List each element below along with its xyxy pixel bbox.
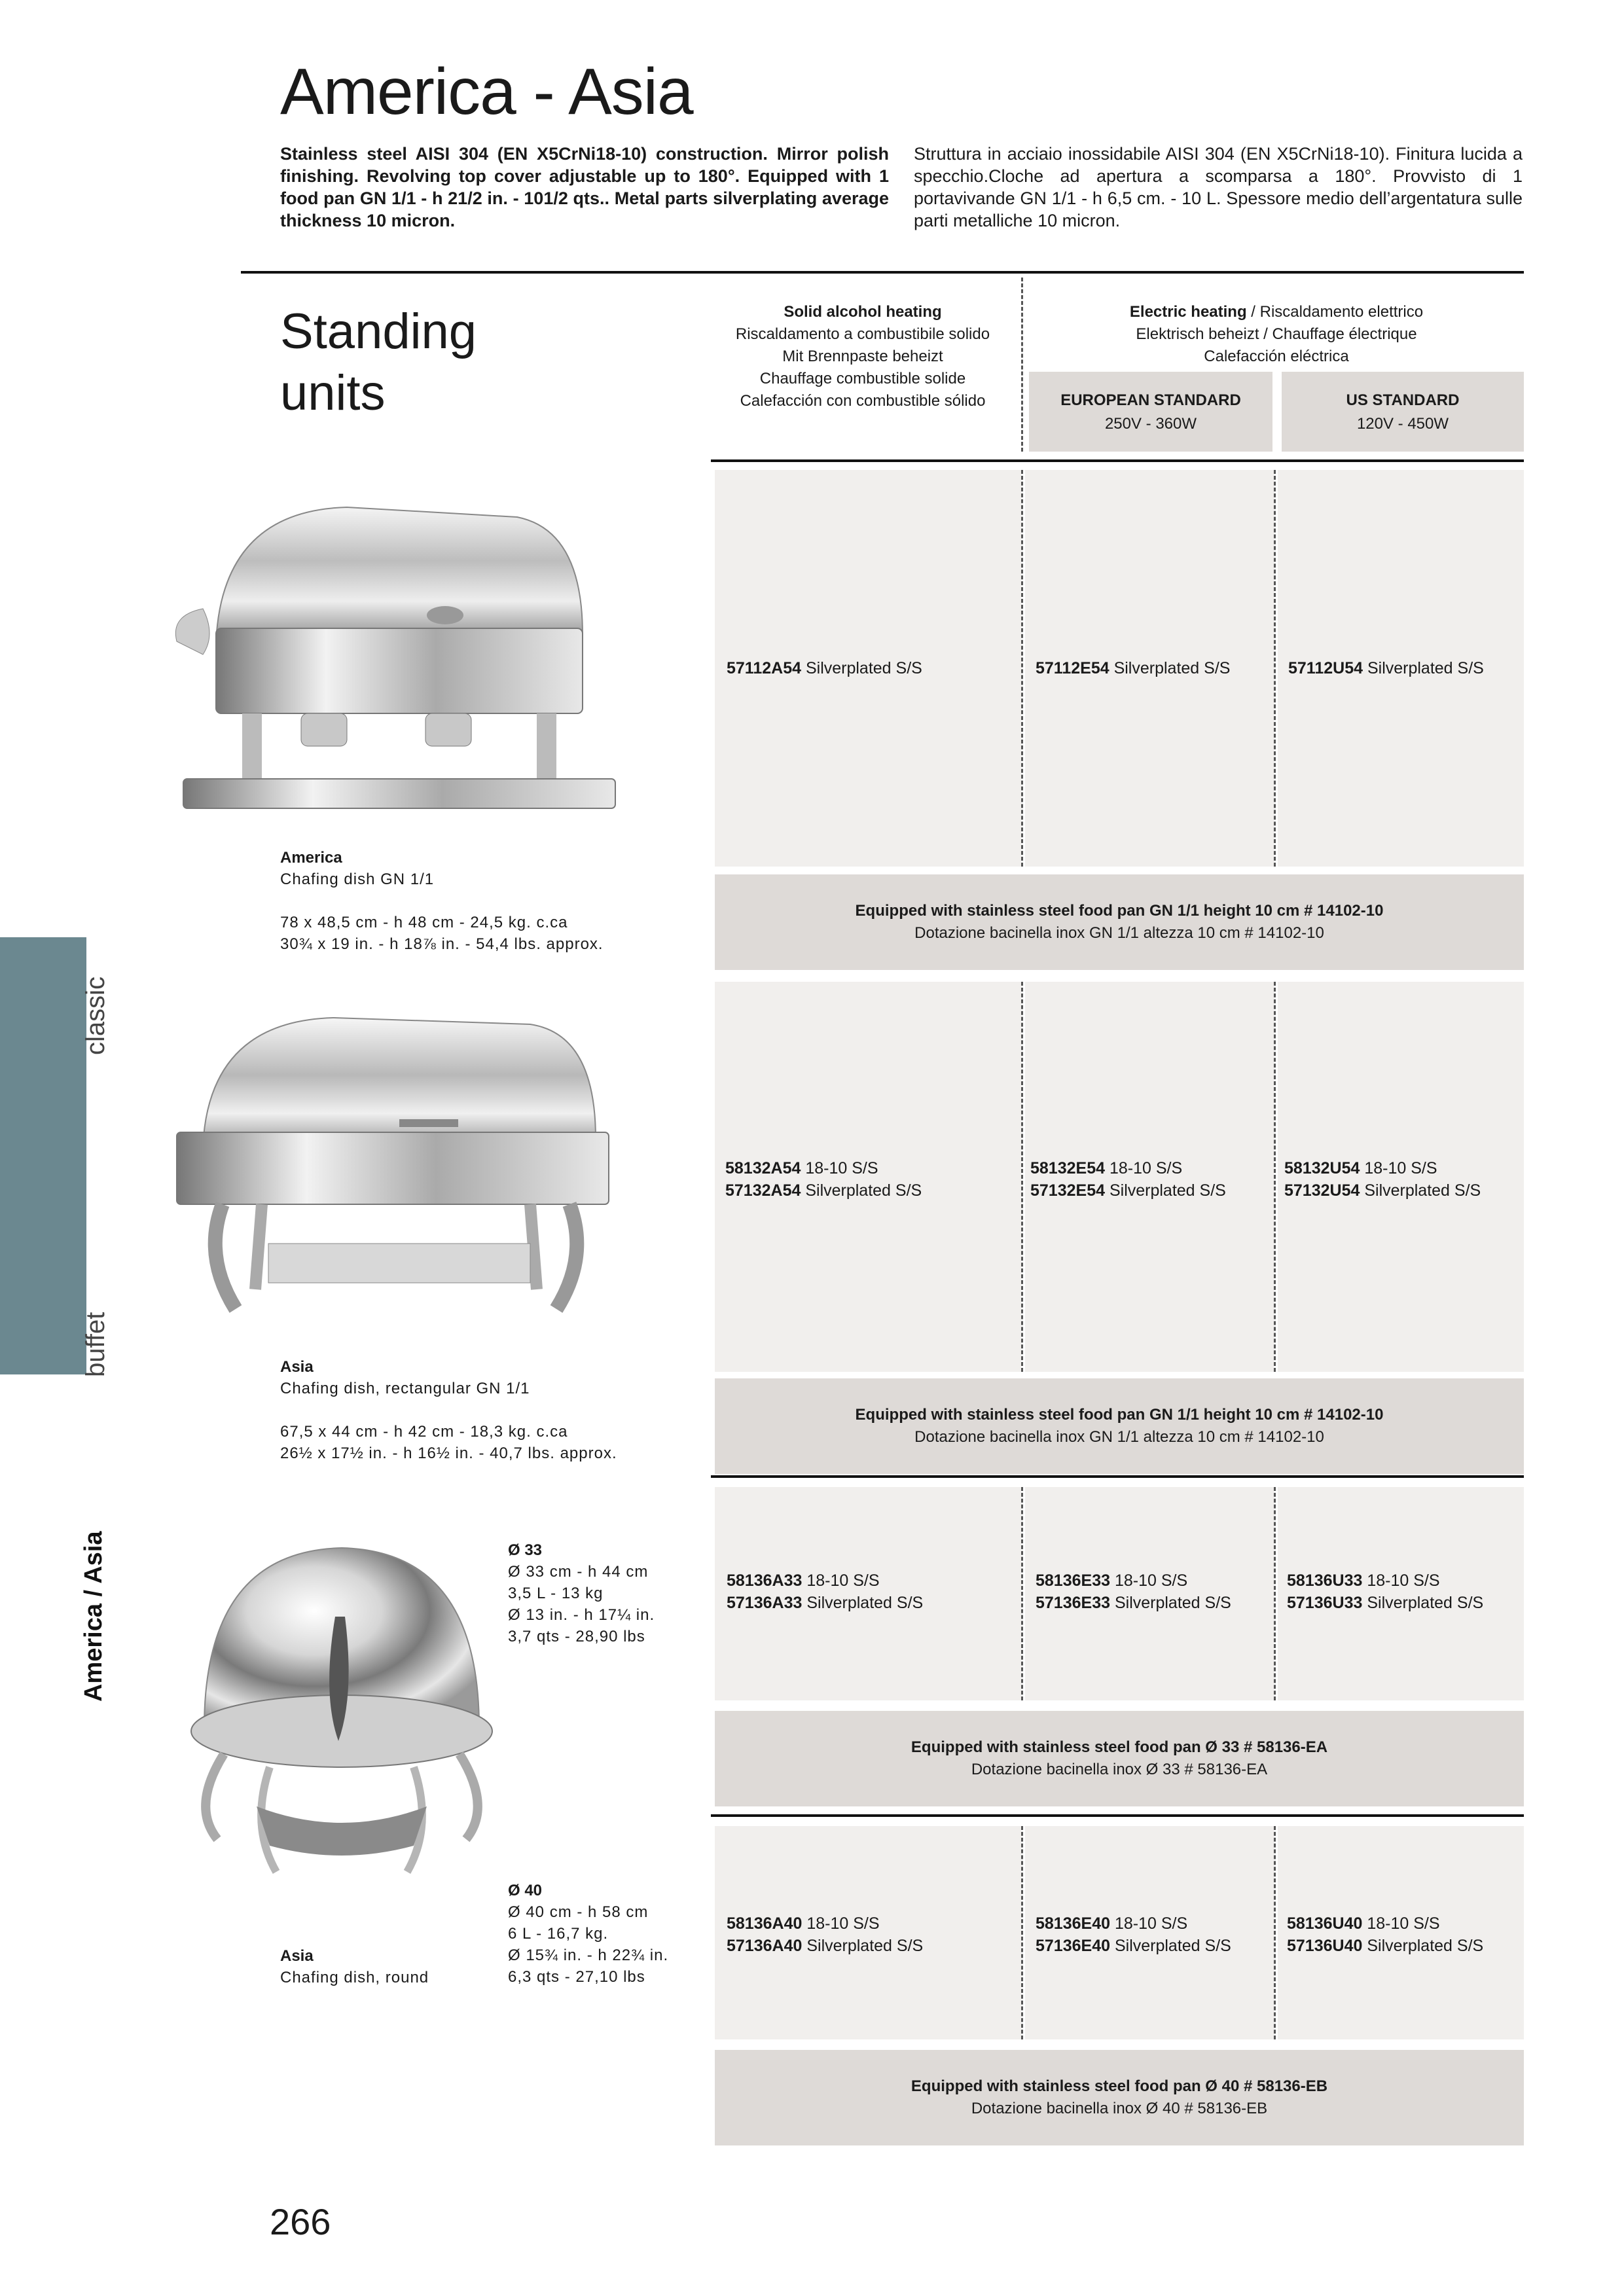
code-finish: Silverplated S/S — [801, 1181, 922, 1200]
sidebar-label-classic: classic — [81, 976, 110, 1055]
code-finish: Silverplated S/S — [802, 1594, 924, 1612]
product-description: Chafing dish, round — [280, 1969, 429, 1986]
code-finish: Silverplated S/S — [1110, 1937, 1231, 1955]
code-line — [1036, 1592, 1231, 1614]
us-standard-box — [1282, 372, 1524, 452]
section-title — [280, 301, 477, 424]
product-name: Asia — [280, 1947, 314, 1965]
code-number: 57136U40 — [1287, 1937, 1363, 1955]
code-number: 58136E33 — [1036, 1571, 1111, 1590]
electric-heating-line: Calefacción eléctrica — [1204, 348, 1349, 365]
note-italian: Dotazione bacinella inox Ø 33 # 58136-EA — [971, 1761, 1268, 1778]
solid-heating-line: Riscaldamento a combustibile solido — [735, 325, 990, 343]
code-line — [727, 1570, 923, 1592]
code-finish: 18-10 S/S — [1360, 1159, 1437, 1177]
product-code-us — [1287, 1912, 1483, 1957]
variant-specs-40 — [508, 1880, 668, 1988]
us-standard-label: US STANDARD — [1346, 391, 1460, 409]
column-divider — [1021, 1487, 1023, 1700]
note-english: Equipped with stainless steel food pan Ø 40 # 58136-EB — [911, 2077, 1328, 2095]
product-code-us — [1288, 657, 1484, 679]
variant-size: Ø 33 — [508, 1541, 543, 1559]
solid-heating-line: Calefacción con combustible sólido — [740, 392, 986, 410]
section-title-line2: units — [280, 365, 386, 421]
header-divider — [241, 271, 1524, 274]
code-finish: Silverplated S/S — [1363, 659, 1484, 677]
code-number: 57132E54 — [1030, 1181, 1106, 1200]
variant-spec-line: 6 L - 16,7 kg. — [508, 1925, 609, 1943]
electric-heating-title: Electric heating — [1129, 303, 1247, 321]
code-finish: 18-10 S/S — [1105, 1159, 1183, 1177]
code-line — [1287, 1912, 1483, 1935]
column-divider — [1021, 982, 1023, 1372]
code-number: 57132U54 — [1284, 1181, 1360, 1200]
product-dimensions-imperial: 26½ x 17½ in. - h 16½ in. - 40,7 lbs. approx. — [280, 1444, 617, 1462]
product-description: Chafing dish GN 1/1 — [280, 870, 435, 888]
code-finish: 18-10 S/S — [802, 1571, 880, 1590]
solid-heating-line: Mit Brennpaste beheizt — [782, 348, 943, 365]
code-line — [727, 1912, 923, 1935]
note-english: Equipped with stainless steel food pan Ø 33 # 58136-EA — [911, 1738, 1328, 1756]
code-number: 58132A54 — [725, 1159, 801, 1177]
electric-heating-line: Elektrisch beheizt / Chauffage électrique — [1136, 325, 1417, 343]
code-number: 58136E40 — [1036, 1914, 1111, 1933]
page-title: America - Asia — [280, 55, 693, 128]
code-finish: Silverplated S/S — [1105, 1181, 1226, 1200]
product-name: America — [280, 849, 342, 867]
code-number: 58136U33 — [1287, 1571, 1363, 1590]
code-line — [1284, 1157, 1481, 1179]
variant-spec-line: Ø 13 in. - h 17¼ in. — [508, 1606, 655, 1624]
code-finish: 18-10 S/S — [1110, 1914, 1188, 1933]
code-line — [1284, 1179, 1481, 1202]
code-number: 58132E54 — [1030, 1159, 1106, 1177]
code-number: 57136U33 — [1287, 1594, 1363, 1612]
america-chafing-dish-image — [164, 484, 635, 825]
variant-spec-line: Ø 40 cm - h 58 cm — [508, 1903, 649, 1921]
product-code-eu — [1030, 1157, 1226, 1202]
us-standard-value: 120V - 450W — [1356, 415, 1449, 433]
code-number: 57112E54 — [1036, 659, 1110, 677]
product-dimensions-metric: 67,5 x 44 cm - h 42 cm - 18,3 kg. c.ca — [280, 1423, 568, 1441]
product-code-solid — [727, 657, 922, 679]
column-divider — [1021, 1826, 1023, 2039]
row-divider — [711, 1475, 1524, 1478]
product-dimensions-imperial: 30¾ x 19 in. - h 18⅞ in. - 54,4 lbs. approx. — [280, 935, 604, 953]
code-line — [1287, 1570, 1483, 1592]
code-finish: Silverplated S/S — [1362, 1594, 1484, 1612]
product-code-us — [1284, 1157, 1481, 1202]
variant-size: Ø 40 — [508, 1882, 543, 1899]
column-divider — [1274, 982, 1276, 1372]
intro-english: Stainless steel AISI 304 (EN X5CrNi18-10) construction. Mirror polish finishing. Revolving top cover adjustable up to 180°. Equipped with 1 food pan GN 1/1 - h 21/2 in. - 101/2 qts.. Metal parts silverplating average thickness 10 micron. — [280, 144, 889, 230]
code-number: 57136E33 — [1036, 1594, 1111, 1612]
code-finish: 18-10 S/S — [801, 1159, 878, 1177]
food-pan-note — [715, 874, 1524, 970]
code-number: 58132U54 — [1284, 1159, 1360, 1177]
section-title-line1: Standing — [280, 304, 477, 359]
code-line — [1036, 1912, 1231, 1935]
code-line — [1030, 1157, 1226, 1179]
solid-heating-title: Solid alcohol heating — [784, 303, 942, 321]
product-code-solid — [725, 1157, 922, 1202]
sidebar-label-section: America / Asia — [80, 1531, 107, 1702]
product-info-america — [280, 847, 604, 955]
code-line — [725, 1179, 922, 1202]
code-finish: Silverplated S/S — [1362, 1937, 1484, 1955]
food-pan-note — [715, 1378, 1524, 1474]
variant-spec-line: Ø 33 cm - h 44 cm — [508, 1563, 649, 1581]
product-code-solid — [727, 1912, 923, 1957]
note-italian: Dotazione bacinella inox GN 1/1 altezza 10 cm # 14102-10 — [914, 924, 1324, 942]
product-code-eu — [1036, 1570, 1231, 1614]
code-line — [1287, 1935, 1483, 1957]
solid-heating-header — [711, 301, 1015, 412]
code-line — [1030, 1179, 1226, 1202]
code-finish: Silverplated S/S — [801, 659, 922, 677]
product-code-solid — [727, 1570, 923, 1614]
intro-italian: Struttura in acciaio inossidabile AISI 304 (EN X5CrNi18-10). Finitura lucida a specchio.Cloche ad apertura a scomparsa a 180°. Provvisto di 1 portavivande GN 1/1 - h 6,5 cm. - 10 L. Spessore medio dell’argentatura sulle parti metalliche 10 micron. — [914, 144, 1523, 230]
asia-rectangular-chafing-dish-image — [164, 1008, 622, 1335]
code-number: 57112U54 — [1288, 659, 1363, 677]
code-number: 57132A54 — [725, 1181, 801, 1200]
food-pan-note — [715, 2050, 1524, 2145]
code-finish: 18-10 S/S — [1362, 1571, 1440, 1590]
code-finish: Silverplated S/S — [1360, 1181, 1481, 1200]
note-italian: Dotazione bacinella inox GN 1/1 altezza 10 cm # 14102-10 — [914, 1428, 1324, 1446]
code-number: 57112A54 — [727, 659, 802, 677]
product-code-us — [1287, 1570, 1483, 1614]
electric-heating-title-line — [1029, 301, 1524, 323]
header-column-divider — [1021, 278, 1023, 452]
code-line — [1036, 1570, 1231, 1592]
page-number: 266 — [270, 2201, 331, 2242]
code-finish: Silverplated S/S — [1110, 1594, 1231, 1612]
variant-spec-line: 3,5 L - 13 kg — [508, 1585, 604, 1602]
sidebar-label-buffet: buffet — [81, 1312, 110, 1377]
column-divider — [1021, 470, 1023, 867]
code-line — [725, 1157, 922, 1179]
code-finish: Silverplated S/S — [802, 1937, 924, 1955]
sidebar-accent-bar — [0, 937, 86, 1374]
note-english: Equipped with stainless steel food pan GN 1/1 height 10 cm # 14102-10 — [855, 902, 1384, 920]
code-line — [727, 1935, 923, 1957]
product-description: Chafing dish, rectangular GN 1/1 — [280, 1380, 530, 1397]
asia-round-chafing-dish-image — [178, 1532, 505, 1898]
code-finish: Silverplated S/S — [1109, 659, 1231, 677]
code-number: 57136A40 — [727, 1937, 803, 1955]
variant-spec-line: Ø 15¾ in. - h 22¾ in. — [508, 1946, 669, 1964]
european-standard-value: 250V - 360W — [1104, 415, 1197, 433]
variant-specs-33 — [508, 1539, 655, 1647]
code-finish: 18-10 S/S — [1110, 1571, 1188, 1590]
electric-heating-header — [1029, 301, 1524, 368]
electric-heating-title-rest: / Riscaldamento elettrico — [1246, 303, 1424, 321]
code-number: 57136E40 — [1036, 1937, 1111, 1955]
code-line — [727, 1592, 923, 1614]
code-finish: 18-10 S/S — [1362, 1914, 1440, 1933]
note-english: Equipped with stainless steel food pan GN 1/1 height 10 cm # 14102-10 — [855, 1406, 1384, 1424]
code-line — [1036, 1935, 1231, 1957]
variant-spec-line: 6,3 qts - 27,10 lbs — [508, 1968, 645, 1986]
code-number: 57136A33 — [727, 1594, 803, 1612]
code-number: 58136U40 — [1287, 1914, 1363, 1933]
column-divider — [1274, 470, 1276, 867]
row-divider — [711, 459, 1524, 462]
code-line — [1287, 1592, 1483, 1614]
european-standard-box — [1029, 372, 1272, 452]
food-pan-note — [715, 1711, 1524, 1806]
variant-spec-line: 3,7 qts - 28,90 lbs — [508, 1628, 645, 1645]
code-number: 58136A33 — [727, 1571, 803, 1590]
code-finish: 18-10 S/S — [802, 1914, 880, 1933]
solid-heating-line: Chauffage combustible solide — [759, 370, 966, 387]
product-code-eu — [1036, 657, 1230, 679]
column-divider — [1274, 1487, 1276, 1700]
product-dimensions-metric: 78 x 48,5 cm - h 48 cm - 24,5 kg. c.ca — [280, 914, 568, 931]
product-name: Asia — [280, 1358, 314, 1376]
product-info-asia-round — [280, 1945, 429, 1988]
row-divider — [711, 1814, 1524, 1817]
code-number: 58136A40 — [727, 1914, 803, 1933]
european-standard-label: EUROPEAN STANDARD — [1060, 391, 1241, 409]
product-code-eu — [1036, 1912, 1231, 1957]
note-italian: Dotazione bacinella inox Ø 40 # 58136-EB — [971, 2100, 1268, 2117]
column-divider — [1274, 1826, 1276, 2039]
product-info-asia-rectangular — [280, 1356, 617, 1464]
